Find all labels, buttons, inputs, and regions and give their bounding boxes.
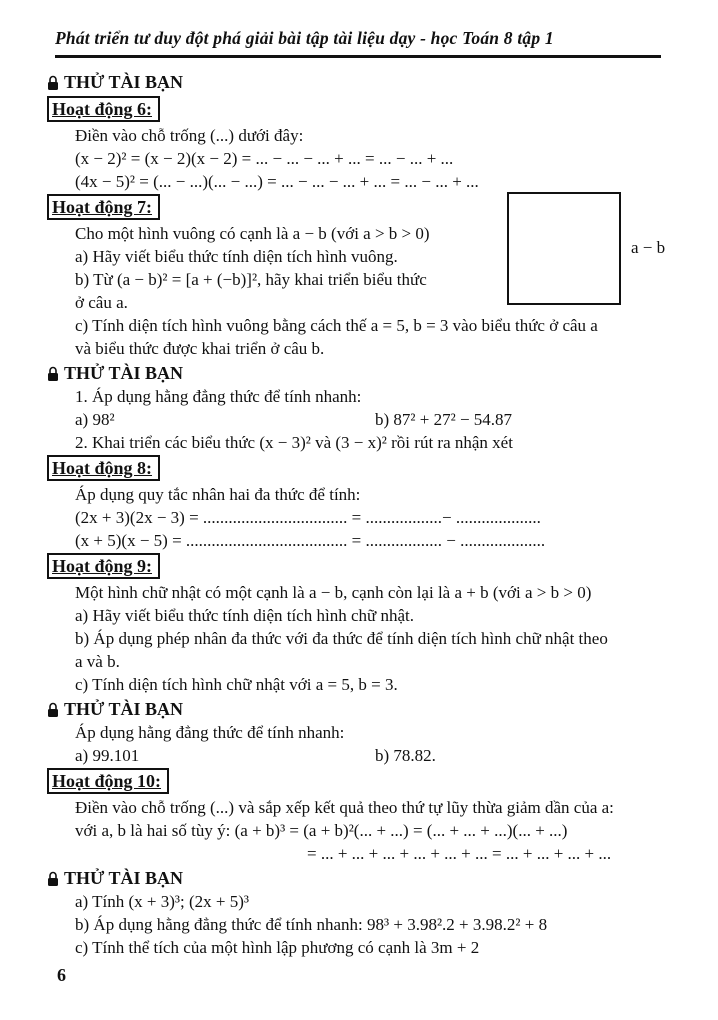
tryit2-item-b: b) 87² + 27² − 54.87 <box>375 410 513 429</box>
try-it-label: THỬ TÀI BẠN <box>64 72 184 92</box>
book-header-title: Phát triển tư duy đột phá giải bài tập tài liệu dạy - học Toán 8 tập 1 <box>55 28 661 58</box>
page-number: 6 <box>57 965 66 985</box>
tryit4-item-a: a) Tính (x + 3)³; (2x + 5)³ <box>75 892 249 911</box>
tryit2-ab-row <box>47 408 663 431</box>
activity-9-row <box>47 553 663 579</box>
act6-intro: Điền vào chỗ trống (...) dưới đây: <box>75 126 304 145</box>
act8-intro: Áp dụng quy tắc nhân hai đa thức để tính: <box>75 485 361 504</box>
act10-formula-2: = ... + ... + ... + ... + ... + ... = ... + ... + ... + ... <box>307 844 612 863</box>
act6-formula-2: (4x − 5)² = (... − ...)(... − ...) = ... − ... − ... + ... = ... − ... + ... <box>75 172 479 191</box>
tryit4-item-c: c) Tính thể tích của một hình lập phương có cạnh là 3m + 2 <box>75 938 480 957</box>
activity-6-heading: Hoạt động 6: <box>47 96 160 122</box>
try-it-label: THỬ TÀI BẠN <box>64 699 184 719</box>
act7-item-c-cont: và biểu thức được khai triển ở câu b. <box>75 339 325 358</box>
try-it-heading-2 <box>47 362 663 385</box>
act9-intro: Một hình chữ nhật có một cạnh là a − b, cạnh còn lại là a + b (với a > b > 0) <box>75 583 592 602</box>
act9-item-b-cont: a và b. <box>75 652 120 671</box>
tryit3-item-a: a) 99.101 <box>75 746 140 765</box>
tryit3-intro: Áp dụng hằng đẳng thức để tính nhanh: <box>75 723 345 742</box>
try-it-heading-4 <box>47 867 663 890</box>
tryit3-item-b: b) 78.82. <box>375 746 436 765</box>
try-it-label: THỬ TÀI BẠN <box>64 868 184 888</box>
square-figure <box>507 192 677 310</box>
activity-8-heading: Hoạt động 8: <box>47 455 160 481</box>
activity-6-row <box>47 96 663 122</box>
square-shape <box>507 192 621 305</box>
tryit2-item-a: a) 98² <box>75 410 115 429</box>
lock-icon <box>47 871 59 887</box>
try-it-heading-3 <box>47 698 663 721</box>
act8-formula-1: (2x + 3)(2x − 3) = .................................. = ..................− .................... <box>75 508 541 527</box>
activity-7-heading: Hoạt động 7: <box>47 194 160 220</box>
act6-formula-1: (x − 2)² = (x − 2)(x − 2) = ... − ... − ... + ... = ... − ... + ... <box>75 149 454 168</box>
act7-item-a: a) Hãy viết biểu thức tính diện tích hình vuông. <box>75 247 398 266</box>
act7-item-b: b) Từ (a − b)² = [a + (−b)]², hãy khai triển biểu thức <box>75 270 427 289</box>
tryit4-item-b: b) Áp dụng hằng đẳng thức để tính nhanh: 98³ + 3.98².2 + 3.98.2² + 8 <box>75 915 548 934</box>
act7-intro: Cho một hình vuông có cạnh là a − b (với a > b > 0) <box>75 224 430 243</box>
tryit3-ab-row <box>47 744 663 767</box>
activity-8-row <box>47 455 663 481</box>
act9-item-b: b) Áp dụng phép nhân đa thức với đa thức để tính diện tích hình chữ nhật theo <box>75 629 608 648</box>
activity-10-heading: Hoạt động 10: <box>47 768 169 794</box>
act7-item-c: c) Tính diện tích hình vuông bằng cách thế a = 5, b = 3 vào biểu thức ở câu a <box>75 316 598 335</box>
tryit2-item-1-text: 1. Áp dụng hằng đẳng thức để tính nhanh: <box>75 387 362 406</box>
act9-item-a: a) Hãy viết biểu thức tính diện tích hình chữ nhật. <box>75 606 414 625</box>
square-side-label: a − b <box>631 238 666 257</box>
activity-10-row <box>47 768 663 794</box>
act9-item-c: c) Tính diện tích hình chữ nhật với a = 5, b = 3. <box>75 675 398 694</box>
tryit2-item-1 <box>47 385 663 408</box>
lock-icon <box>47 366 59 382</box>
lock-icon <box>47 702 59 718</box>
act8-formula-2: (x + 5)(x − 5) = ...................................... = .................. − .................... <box>75 531 546 550</box>
tryit2-item-2: 2. Khai triển các biểu thức (x − 3)² và (3 − x)² rồi rút ra nhận xét <box>75 433 513 452</box>
act7-item-b-cont: ở câu a. <box>75 293 128 312</box>
lock-icon <box>47 75 59 91</box>
try-it-label: THỬ TÀI BẠN <box>64 363 184 383</box>
activity-9-heading: Hoạt động 9: <box>47 553 160 579</box>
act10-formula-1: với a, b là hai số tùy ý: (a + b)³ = (a + b)²(... + ...) = (... + ... + ...)(... + ...) <box>75 821 568 840</box>
try-it-heading-1 <box>47 71 663 94</box>
act10-intro: Điền vào chỗ trống (...) và sắp xếp kết quả theo thứ tự lũy thừa giảm dần của a: <box>75 798 614 817</box>
